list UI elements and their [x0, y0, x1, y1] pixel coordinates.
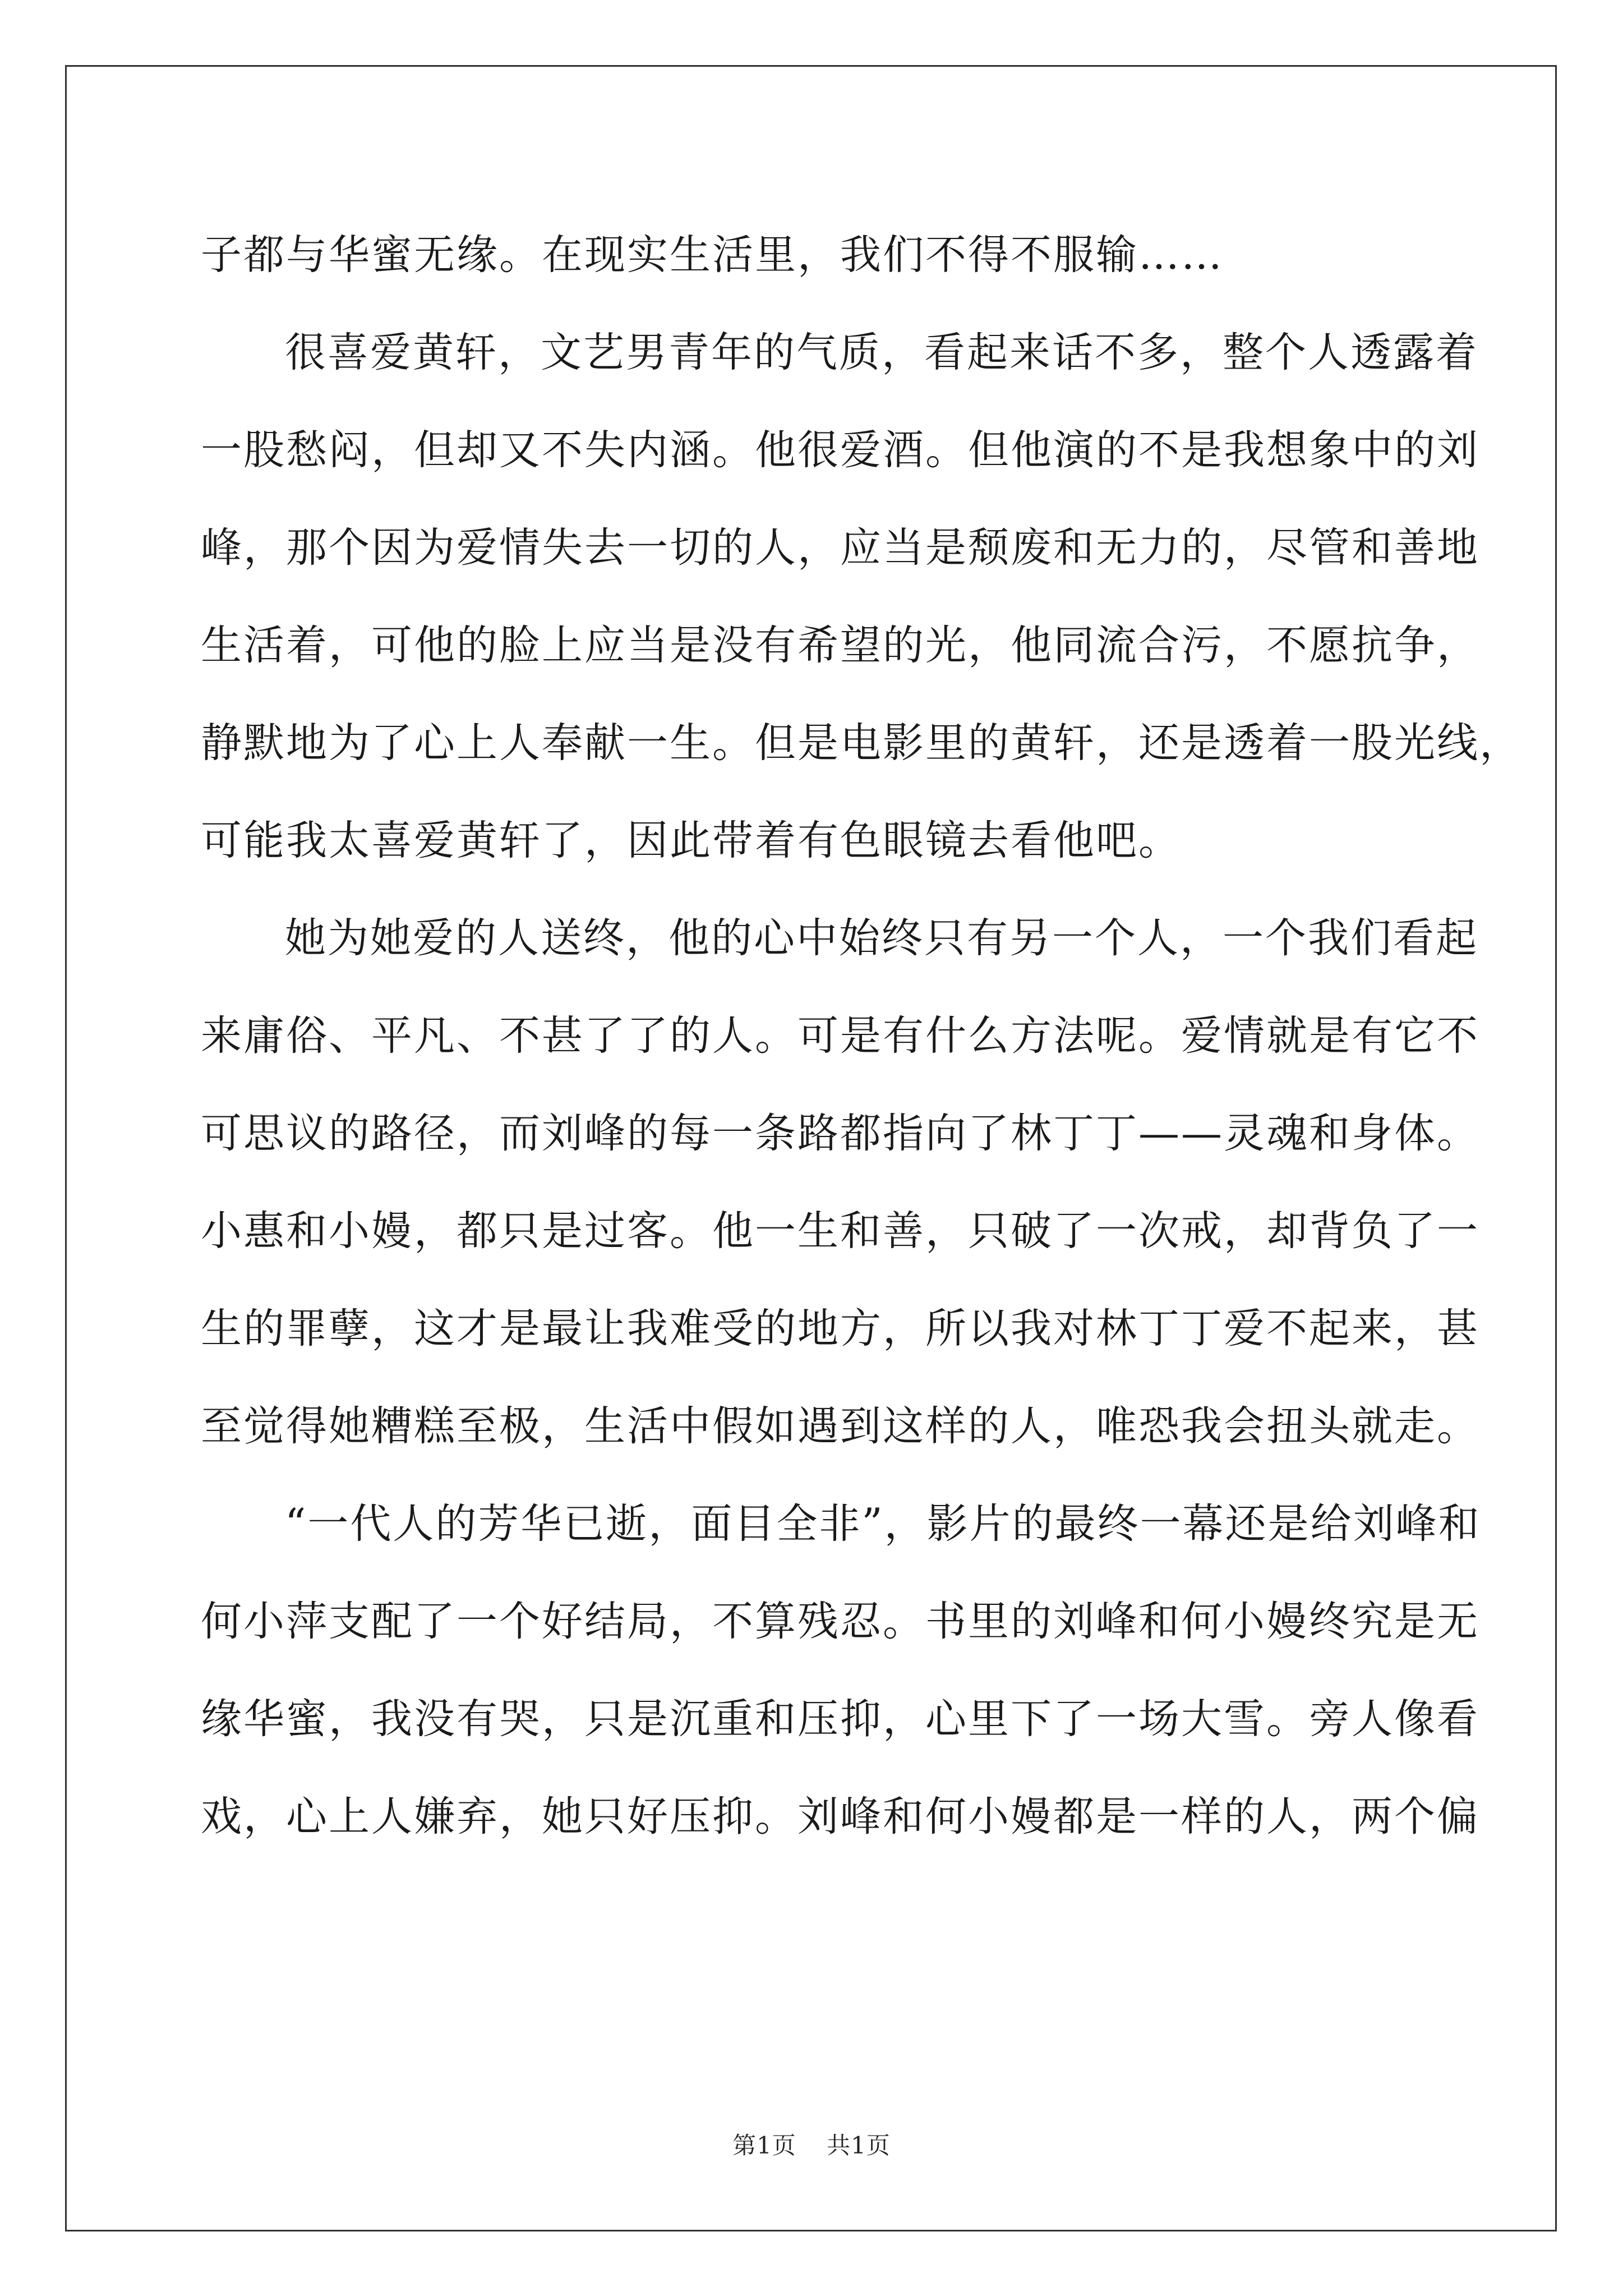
- text-line: 生的罪孽，这才是最让我难受的地方，所以我对林丁丁爱不起来，甚: [201, 1305, 1479, 1352]
- paragraph-first-line: 她为她爱的人送终，他的心中始终只有另一个人，一个我们看起: [285, 914, 1478, 962]
- paragraph-first-line: 很喜爱黄轩，文艺男青年的气质，看起来话不多，整个人透露着: [285, 329, 1478, 376]
- page-footer: [0, 2127, 1623, 2161]
- document-body: [201, 206, 1522, 1866]
- paragraph-first-line: “一代人的芳华已逝，面目全非”，影片的最终一幕还是给刘峰和: [285, 1500, 1481, 1548]
- text-line: 小惠和小嫚，都只是过客。他一生和善，只破了一次戒，却背负了一: [201, 1207, 1479, 1255]
- text-line: 生活着，可他的脸上应当是没有希望的光，他同流合污，不愿抗争，: [201, 622, 1479, 669]
- text-line: 来庸俗、平凡、不甚了了的人。可是有什么方法呢。爱情就是有它不: [201, 1012, 1479, 1060]
- text-line: 一股愁闷，但却又不失内涵。他很爱酒。但他演的不是我想象中的刘: [201, 426, 1479, 474]
- text-line: 可能我太喜爱黄轩了，因此带着有色眼镜去看他吧。: [201, 817, 1181, 864]
- text-line: 峰，那个因为爱情失去一切的人，应当是颓废和无力的，尽管和善地: [201, 524, 1479, 572]
- text-line: 何小萍支配了一个好结局，不算残忍。书里的刘峰和何小嫚终究是无: [201, 1598, 1479, 1645]
- text-line: 子都与华蜜无缘。在现实生活里，我们不得不服输……: [201, 231, 1224, 279]
- page-total: 共1页: [827, 2132, 891, 2159]
- text-line: 可思议的路径，而刘峰的每一条路都指向了林丁丁——灵魂和身体。: [201, 1110, 1479, 1157]
- text-line: 静默地为了心上人奉献一生。但是电影里的黄轩，还是透着一股光线，: [201, 719, 1522, 767]
- page-number: 第1页: [732, 2132, 796, 2159]
- text-line: 至觉得她糟糕至极，生活中假如遇到这样的人，唯恐我会扭头就走。: [201, 1402, 1479, 1450]
- text-line: 戏，心上人嫌弃，她只好压抑。刘峰和何小嫚都是一样的人，两个偏: [201, 1793, 1479, 1841]
- text-line: 缘华蜜，我没有哭，只是沉重和压抑，心里下了一场大雪。旁人像看: [201, 1695, 1479, 1743]
